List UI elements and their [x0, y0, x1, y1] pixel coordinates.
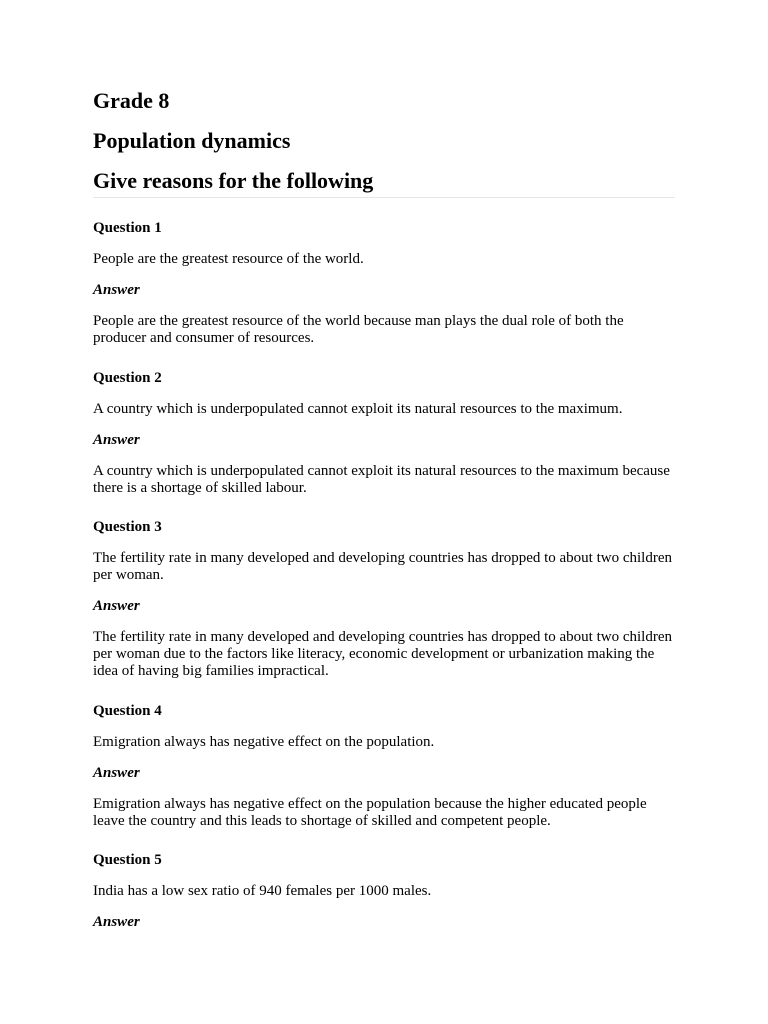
question-block-5	[93, 852, 675, 931]
answer-label: Answer	[93, 914, 140, 930]
question-label: Question 4	[93, 703, 162, 719]
question-block-1	[93, 220, 675, 347]
question-block-2	[93, 370, 675, 497]
question-label: Question 3	[93, 519, 162, 535]
question-block-3	[93, 519, 675, 680]
question-text: Emigration always has negative effect on the population.	[93, 734, 435, 750]
answer-text: A country which is underpopulated cannot exploit its natural resources to the maximum because there is a shortage of skilled labour.	[93, 463, 670, 496]
question-text: The fertility rate in many developed and developing countries has dropped to about two children per woman.	[93, 550, 672, 583]
topic-heading: Population dynamics	[93, 128, 291, 153]
question-text: People are the greatest resource of the world.	[93, 251, 364, 267]
heading-divider	[93, 197, 675, 198]
answer-text: Emigration always has negative effect on the population because the higher educated people leave the country and this leads to shortage of skilled and competent people.	[93, 796, 647, 829]
answer-label: Answer	[93, 765, 140, 781]
answer-text: People are the greatest resource of the world because man plays the dual role of both the producer and consumer of resources.	[93, 313, 624, 346]
grade-heading: Grade 8	[93, 88, 170, 113]
question-label: Question 2	[93, 370, 162, 386]
instruction-heading: Give reasons for the following	[93, 168, 374, 193]
question-label: Question 5	[93, 852, 162, 868]
answer-label: Answer	[93, 282, 140, 298]
answer-label: Answer	[93, 598, 140, 614]
question-label: Question 1	[93, 220, 162, 236]
question-text: India has a low sex ratio of 940 females per 1000 males.	[93, 883, 432, 899]
question-text: A country which is underpopulated cannot exploit its natural resources to the maximum.	[93, 401, 623, 417]
answer-text: The fertility rate in many developed and developing countries has dropped to about two children per woman due to the factors like literacy, economic development or urbanization making the idea of having big families impractical.	[93, 629, 672, 679]
answer-label: Answer	[93, 432, 140, 448]
question-block-4	[93, 703, 675, 830]
